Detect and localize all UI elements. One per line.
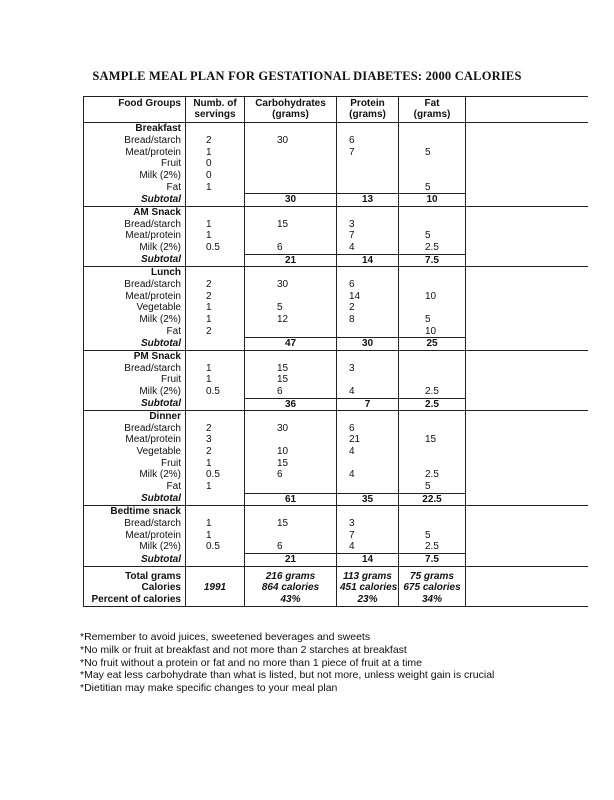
carbs-cell [245, 326, 337, 338]
table-row [84, 518, 588, 530]
food-group-label: Milk (2%) [84, 386, 186, 398]
empty-cell [466, 571, 588, 583]
servings-cell [186, 398, 245, 411]
fat-cell: 10 [399, 291, 466, 303]
subtotal-carbs: 21 [245, 254, 337, 267]
servings-cell: 1 [186, 374, 245, 386]
header-food-groups: Food Groups [84, 97, 186, 123]
servings-cell: 1 [186, 458, 245, 470]
calories-row [84, 582, 588, 594]
carbs-cell: 15 [245, 374, 337, 386]
fat-cell [399, 350, 466, 362]
empty-cell [466, 206, 588, 218]
empty-cell [466, 594, 588, 606]
fat-cell: 5 [399, 530, 466, 542]
fat-cell: 2.5 [399, 386, 466, 398]
empty-cell [466, 541, 588, 553]
empty-cell [466, 123, 588, 135]
subtotal-row [84, 194, 588, 207]
subtotal-carbs: 30 [245, 194, 337, 207]
fat-cell: 2.5 [399, 469, 466, 481]
servings-cell: 3 [186, 434, 245, 446]
fat-cell: 5 [399, 147, 466, 159]
empty-cell [466, 158, 588, 170]
subtotal-protein: 13 [337, 194, 399, 207]
carbs-cell [245, 182, 337, 194]
table-row [84, 170, 588, 182]
empty-cell [466, 386, 588, 398]
fat-cell: 5 [399, 230, 466, 242]
empty-cell [466, 518, 588, 530]
total-protein-grams: 113 grams [337, 571, 399, 583]
servings-cell [186, 594, 245, 606]
empty-cell [466, 314, 588, 326]
servings-cell: 2 [186, 326, 245, 338]
servings-cell [186, 206, 245, 218]
subtotal-row [84, 398, 588, 411]
meal-name: Lunch [84, 267, 186, 279]
carbs-cell [245, 411, 337, 423]
carbs-cell [245, 230, 337, 242]
empty-cell [466, 481, 588, 493]
carbs-cell [245, 506, 337, 518]
header-carbohydrates: Carbohydrates (grams) [245, 97, 337, 123]
protein-cell [337, 206, 399, 218]
table-row [84, 291, 588, 303]
header-empty [466, 97, 588, 123]
servings-cell: 1 [186, 481, 245, 493]
protein-cell: 7 [337, 230, 399, 242]
protein-percent: 23% [337, 594, 399, 606]
table-row [84, 147, 588, 159]
subtotal-carbs: 21 [245, 554, 337, 567]
carbs-calories: 864 calories [245, 582, 337, 594]
servings-cell [186, 571, 245, 583]
servings-cell: 1 [186, 219, 245, 231]
protein-cell [337, 481, 399, 493]
protein-cell: 3 [337, 219, 399, 231]
protein-cell [337, 458, 399, 470]
carbs-cell [245, 481, 337, 493]
protein-cell: 21 [337, 434, 399, 446]
subtotal-protein: 14 [337, 254, 399, 267]
food-group-label: Fat [84, 326, 186, 338]
empty-cell [466, 363, 588, 375]
empty-cell [466, 230, 588, 242]
fat-cell: 5 [399, 314, 466, 326]
protein-cell: 4 [337, 469, 399, 481]
header-row [84, 97, 588, 123]
total-grams-row [84, 571, 588, 583]
food-group-label: Vegetable [84, 302, 186, 314]
meal-name: Bedtime snack [84, 506, 186, 518]
food-group-label: Meat/protein [84, 230, 186, 242]
subtotal-row [84, 493, 588, 506]
table-row [84, 314, 588, 326]
fat-percent: 34% [399, 594, 466, 606]
protein-cell: 8 [337, 314, 399, 326]
protein-cell: 7 [337, 147, 399, 159]
subtotal-label: Subtotal [84, 554, 186, 567]
fat-cell [399, 135, 466, 147]
meal-heading-row [84, 123, 588, 135]
empty-cell [466, 338, 588, 351]
empty-cell [466, 147, 588, 159]
servings-cell [186, 554, 245, 567]
empty-cell [466, 242, 588, 254]
servings-cell: 2 [186, 291, 245, 303]
table-row [84, 458, 588, 470]
carbs-cell [245, 530, 337, 542]
food-group-label: Meat/protein [84, 530, 186, 542]
servings-cell [186, 338, 245, 351]
protein-cell: 6 [337, 135, 399, 147]
fat-cell [399, 279, 466, 291]
meal-heading-row [84, 350, 588, 362]
fat-cell [399, 446, 466, 458]
carbs-cell [245, 147, 337, 159]
fat-cell: 15 [399, 434, 466, 446]
fat-cell [399, 423, 466, 435]
meal-name: Dinner [84, 411, 186, 423]
carbs-cell: 15 [245, 363, 337, 375]
protein-cell [337, 158, 399, 170]
carbs-cell: 12 [245, 314, 337, 326]
empty-cell [466, 554, 588, 567]
table-row [84, 541, 588, 553]
food-group-label: Milk (2%) [84, 469, 186, 481]
servings-cell: 1 [186, 230, 245, 242]
food-group-label: Fat [84, 182, 186, 194]
fat-calories: 675 calories [399, 582, 466, 594]
empty-cell [466, 194, 588, 207]
fat-cell [399, 458, 466, 470]
carbs-cell: 30 [245, 279, 337, 291]
servings-cell: 0.5 [186, 242, 245, 254]
fat-cell [399, 206, 466, 218]
empty-cell [466, 434, 588, 446]
carbs-cell [245, 170, 337, 182]
header-servings: Numb. of servings [186, 97, 245, 123]
table-row [84, 481, 588, 493]
food-group-label: Bread/starch [84, 279, 186, 291]
subtotal-carbs: 36 [245, 398, 337, 411]
empty-cell [466, 219, 588, 231]
subtotal-carbs: 47 [245, 338, 337, 351]
servings-cell: 0.5 [186, 541, 245, 553]
protein-cell: 3 [337, 518, 399, 530]
carbs-cell [245, 123, 337, 135]
empty-cell [466, 170, 588, 182]
food-group-label: Milk (2%) [84, 242, 186, 254]
fat-cell [399, 363, 466, 375]
calories-label: Calories [84, 582, 186, 594]
carbs-cell [245, 434, 337, 446]
food-group-label: Meat/protein [84, 291, 186, 303]
table-row [84, 423, 588, 435]
servings-cell: 0 [186, 158, 245, 170]
food-group-label: Meat/protein [84, 434, 186, 446]
carbs-cell: 10 [245, 446, 337, 458]
carbs-cell: 30 [245, 423, 337, 435]
empty-cell [466, 423, 588, 435]
protein-cell: 6 [337, 279, 399, 291]
fat-cell: 5 [399, 481, 466, 493]
header-protein: Protein (grams) [337, 97, 399, 123]
table-row [84, 182, 588, 194]
subtotal-label: Subtotal [84, 398, 186, 411]
carbs-cell [245, 206, 337, 218]
subtotal-label: Subtotal [84, 254, 186, 267]
food-group-label: Meat/protein [84, 147, 186, 159]
percent-label: Percent of calories [84, 594, 186, 606]
food-group-label: Fruit [84, 458, 186, 470]
empty-cell [466, 302, 588, 314]
fat-cell [399, 374, 466, 386]
table-row [84, 326, 588, 338]
food-group-label: Vegetable [84, 446, 186, 458]
food-group-label: Bread/starch [84, 219, 186, 231]
subtotal-fat: 22.5 [399, 493, 466, 506]
table-row [84, 279, 588, 291]
empty-cell [466, 469, 588, 481]
fat-cell: 10 [399, 326, 466, 338]
servings-cell: 1 [186, 518, 245, 530]
food-group-label: Bread/starch [84, 135, 186, 147]
meal-name: PM Snack [84, 350, 186, 362]
food-group-label: Milk (2%) [84, 170, 186, 182]
servings-cell: 2 [186, 135, 245, 147]
note-item: *Dietitian may make specific changes to your meal plan [80, 682, 338, 695]
subtotal-fat: 2.5 [399, 398, 466, 411]
servings-cell: 0.5 [186, 469, 245, 481]
subtotal-fat: 7.5 [399, 554, 466, 567]
servings-cell: 2 [186, 446, 245, 458]
protein-cell [337, 506, 399, 518]
table-row [84, 230, 588, 242]
carbs-cell: 15 [245, 458, 337, 470]
subtotal-carbs: 61 [245, 493, 337, 506]
fat-cell [399, 267, 466, 279]
total-carbs-grams: 216 grams [245, 571, 337, 583]
subtotal-row [84, 554, 588, 567]
empty-cell [466, 411, 588, 423]
empty-cell [466, 254, 588, 267]
food-group-label: Milk (2%) [84, 541, 186, 553]
carbs-cell: 30 [245, 135, 337, 147]
fat-cell [399, 302, 466, 314]
empty-cell [466, 350, 588, 362]
protein-cell: 6 [337, 423, 399, 435]
subtotal-fat: 7.5 [399, 254, 466, 267]
note-item: *No fruit without a protein or fat and no more than 1 piece of fruit at a time [80, 656, 423, 669]
protein-cell [337, 170, 399, 182]
servings-cell [186, 254, 245, 267]
carbs-cell [245, 291, 337, 303]
empty-cell [466, 398, 588, 411]
servings-cell: 1 [186, 363, 245, 375]
notes-list [80, 631, 494, 695]
meal-heading-row [84, 267, 588, 279]
empty-cell [466, 530, 588, 542]
protein-cell [337, 374, 399, 386]
servings-cell [186, 506, 245, 518]
fat-cell [399, 411, 466, 423]
note-item: *Remember to avoid juices, sweetened beverages and sweets [80, 631, 371, 643]
fat-cell: 5 [399, 182, 466, 194]
empty-cell [466, 279, 588, 291]
fat-cell [399, 123, 466, 135]
servings-cell: 2 [186, 423, 245, 435]
fat-cell [399, 219, 466, 231]
subtotal-protein: 35 [337, 493, 399, 506]
empty-cell [466, 326, 588, 338]
protein-cell: 4 [337, 541, 399, 553]
subtotal-row [84, 338, 588, 351]
empty-cell [466, 267, 588, 279]
note-item: *No milk or fruit at breakfast and not more than 2 starches at breakfast [80, 643, 407, 656]
subtotal-label: Subtotal [84, 493, 186, 506]
carbs-cell [245, 350, 337, 362]
table-row [84, 446, 588, 458]
protein-cell: 7 [337, 530, 399, 542]
table-row [84, 302, 588, 314]
meal-heading-row [84, 206, 588, 218]
empty-cell [466, 374, 588, 386]
fat-cell: 2.5 [399, 541, 466, 553]
note-item: *May eat less carbohydrate than what is listed, but not more, unless weight gain is crucial [80, 669, 495, 682]
subtotal-fat: 10 [399, 194, 466, 207]
servings-cell: 1 [186, 147, 245, 159]
servings-cell: 0.5 [186, 386, 245, 398]
percent-row [84, 594, 588, 606]
table-row [84, 374, 588, 386]
servings-cell [186, 267, 245, 279]
fat-cell [399, 170, 466, 182]
protein-cell [337, 411, 399, 423]
table-row [84, 530, 588, 542]
meal-heading-row [84, 411, 588, 423]
total-grams-label: Total grams [84, 571, 186, 583]
food-group-label: Bread/starch [84, 363, 186, 375]
servings-cell [186, 350, 245, 362]
servings-cell: 1 [186, 302, 245, 314]
meal-heading-row [84, 506, 588, 518]
table-row [84, 135, 588, 147]
carbs-cell: 6 [245, 469, 337, 481]
table-row [84, 363, 588, 375]
meal-plan-table [83, 96, 588, 607]
meal-name: AM Snack [84, 206, 186, 218]
servings-cell [186, 411, 245, 423]
food-group-label: Fruit [84, 158, 186, 170]
protein-cell: 4 [337, 446, 399, 458]
protein-cell: 3 [337, 363, 399, 375]
protein-cell [337, 350, 399, 362]
fat-cell [399, 158, 466, 170]
total-fat-grams: 75 grams [399, 571, 466, 583]
empty-cell [466, 493, 588, 506]
servings-cell [186, 194, 245, 207]
subtotal-label: Subtotal [84, 194, 186, 207]
carbs-cell: 15 [245, 518, 337, 530]
protein-cell [337, 123, 399, 135]
servings-cell [186, 493, 245, 506]
table-row [84, 386, 588, 398]
servings-cell: 0 [186, 170, 245, 182]
protein-cell: 2 [337, 302, 399, 314]
total-calories: 1991 [186, 582, 245, 594]
food-group-label: Bread/starch [84, 518, 186, 530]
protein-cell: 4 [337, 386, 399, 398]
header-fat: Fat (grams) [399, 97, 466, 123]
food-group-label: Fat [84, 481, 186, 493]
fat-cell: 2.5 [399, 242, 466, 254]
meal-name: Breakfast [84, 123, 186, 135]
empty-cell [466, 291, 588, 303]
fat-cell [399, 506, 466, 518]
carbs-cell: 6 [245, 242, 337, 254]
protein-cell: 14 [337, 291, 399, 303]
protein-cell [337, 326, 399, 338]
subtotal-label: Subtotal [84, 338, 186, 351]
carbs-cell: 5 [245, 302, 337, 314]
carbs-cell: 6 [245, 386, 337, 398]
carbs-cell: 6 [245, 541, 337, 553]
empty-cell [466, 135, 588, 147]
protein-calories: 451 calories [337, 582, 399, 594]
subtotal-row [84, 254, 588, 267]
food-group-label: Milk (2%) [84, 314, 186, 326]
servings-cell: 1 [186, 530, 245, 542]
protein-cell [337, 182, 399, 194]
empty-cell [466, 182, 588, 194]
empty-cell [466, 582, 588, 594]
carbs-cell: 15 [245, 219, 337, 231]
empty-cell [466, 446, 588, 458]
table-row [84, 242, 588, 254]
carbs-percent: 43% [245, 594, 337, 606]
table-row [84, 219, 588, 231]
food-group-label: Bread/starch [84, 423, 186, 435]
subtotal-protein: 30 [337, 338, 399, 351]
carbs-cell [245, 267, 337, 279]
empty-cell [466, 506, 588, 518]
page-title: SAMPLE MEAL PLAN FOR GESTATIONAL DIABETES: 2000 CALORIES [92, 69, 522, 83]
table-row [84, 469, 588, 481]
subtotal-protein: 14 [337, 554, 399, 567]
subtotal-fat: 25 [399, 338, 466, 351]
table-row [84, 158, 588, 170]
subtotal-protein: 7 [337, 398, 399, 411]
servings-cell [186, 123, 245, 135]
empty-cell [466, 458, 588, 470]
table-row [84, 434, 588, 446]
protein-cell [337, 267, 399, 279]
carbs-cell [245, 158, 337, 170]
protein-cell: 4 [337, 242, 399, 254]
fat-cell [399, 518, 466, 530]
servings-cell: 1 [186, 182, 245, 194]
servings-cell: 1 [186, 314, 245, 326]
food-group-label: Fruit [84, 374, 186, 386]
servings-cell: 2 [186, 279, 245, 291]
